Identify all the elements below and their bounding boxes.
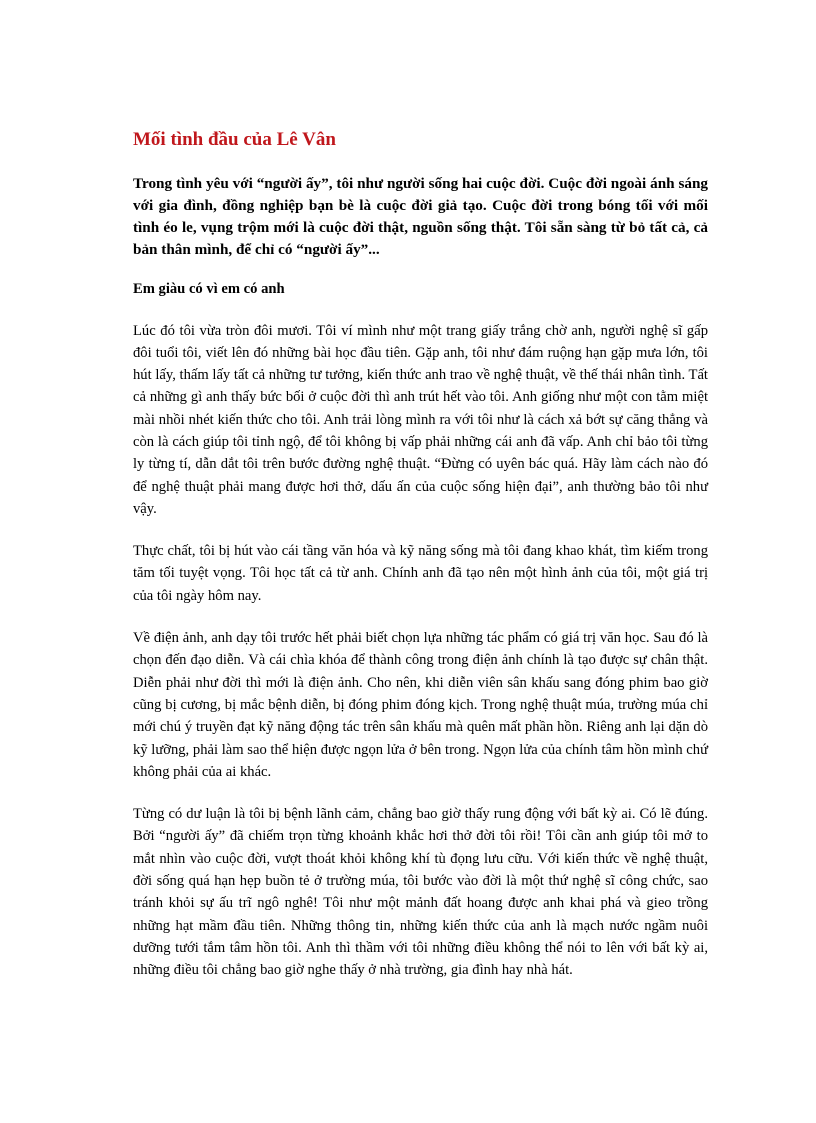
document-page [133, 128, 708, 1002]
body-paragraph-3: Về điện ảnh, anh dạy tôi trước hết phải biết chọn lựa những tác phẩm có giá trị văn học. Sau đó là chọn đến đạo diễn. Và cái chìa khóa để thành công trong điện ảnh chính là tạo được sự chân thật. Diễn phải như đời thì mới là điện ảnh. Cho nên, khi diễn viên sân khấu sang đóng phim bao giờ cũng bị cương, bị mắc bệnh diễn, bị đóng phim đóng kịch. Trong nghệ thuật múa, trường múa chỉ mới chú ý truyền đạt kỹ năng động tác trên sân khấu mà quên mất phần hồn. Riêng anh lại dặn dò kỹ lưỡng, phải làm sao thể hiện được ngọn lửa ở bên trong. Ngọn lửa của chính tâm hồn mình chứ không phải của ai khác. [133, 630, 708, 780]
section-heading: Em giàu có vì em có anh [133, 280, 285, 297]
body-paragraph-1: Lúc đó tôi vừa tròn đôi mươi. Tôi ví mình như một trang giấy trắng chờ anh, người nghệ sĩ gấp đôi tuổi tôi, viết lên đó những bài học đầu tiên. Gặp anh, tôi như đám ruộng hạn gặp mưa lớn, tôi hút lấy, thấm lấy tất cả những tư tưởng, kiến thức anh trao về nghệ thuật, về thế thái nhân tình. Tất cả những gì anh thấy bức bối ở cuộc đời thì anh trút hết vào tôi. Anh giống như một con tằm miệt mài nhồi nhét kiến thức cho tôi. Anh trải lòng mình ra với tôi như là cách xả bớt sự căng thẳng và còn là cách giúp tôi tỉnh ngộ, để tôi không bị vấp phải những cái anh đã vấp. Anh chỉ bảo tôi từng ly từng tí, dẫn dắt tôi trên bước đường nghệ thuật. “Đừng có uyên bác quá. Hãy làm cách nào đó để nghệ thuật phải mang được hơi thở, dấu ấn của cuộc sống hiện đại”, anh thường bảo tôi như vậy. [133, 322, 708, 517]
article-title: Mối tình đầu của Lê Vân [133, 129, 336, 150]
body-paragraph-4: Từng có dư luận là tôi bị bệnh lãnh cảm, chẳng bao giờ thấy rung động với bất kỳ ai. Có lẽ đúng. Bởi “người ấy” đã chiếm trọn từng khoảnh khắc hơi thở đời tôi rồi! Tôi cần anh giúp tôi mở to mắt nhìn vào cuộc đời, vượt thoát khỏi không khí tù đọng lưu cữu. Với kiến thức về nghệ thuật, đời sống quá hạn hẹp buồn tẻ ở trường múa, tôi bước vào đời là một thứ nghệ sĩ công chức, sao tránh khỏi sự ấu trĩ ngô nghê! Tôi như một mảnh đất hoang được anh khai phá và gieo trồng những hạt mầm đầu tiên. Những thông tin, những kiến thức của anh là mạch nước ngầm nuôi dưỡng tưới tắm tâm hồn tôi. Anh thì thầm với tôi những điều không thể nói to lên với bất kỳ ai, những điều tôi chẳng bao giờ nghe thấy ở nhà trường, gia đình hay nhà hát. [133, 806, 708, 979]
body-paragraph-2: Thực chất, tôi bị hút vào cái tầng văn hóa và kỹ năng sống mà tôi đang khao khát, tìm kiếm trong tăm tối tuyệt vọng. Tôi học tất cả từ anh. Chính anh đã tạo nên một hình ảnh của tôi, một giá trị của tôi ngày hôm nay. [133, 543, 708, 604]
article-lead: Trong tình yêu với “người ấy”, tôi như người sống hai cuộc đời. Cuộc đời ngoài ánh sáng với gia đình, đồng nghiệp bạn bè là cuộc đời giả tạo. Cuộc đời trong bóng tối với mối tình éo le, vụng trộm mới là cuộc đời thật, nguồn sống thật. Tôi sẵn sàng từ bỏ tất cả, cả bản thân mình, để chỉ có “người ấy”... [133, 174, 708, 259]
